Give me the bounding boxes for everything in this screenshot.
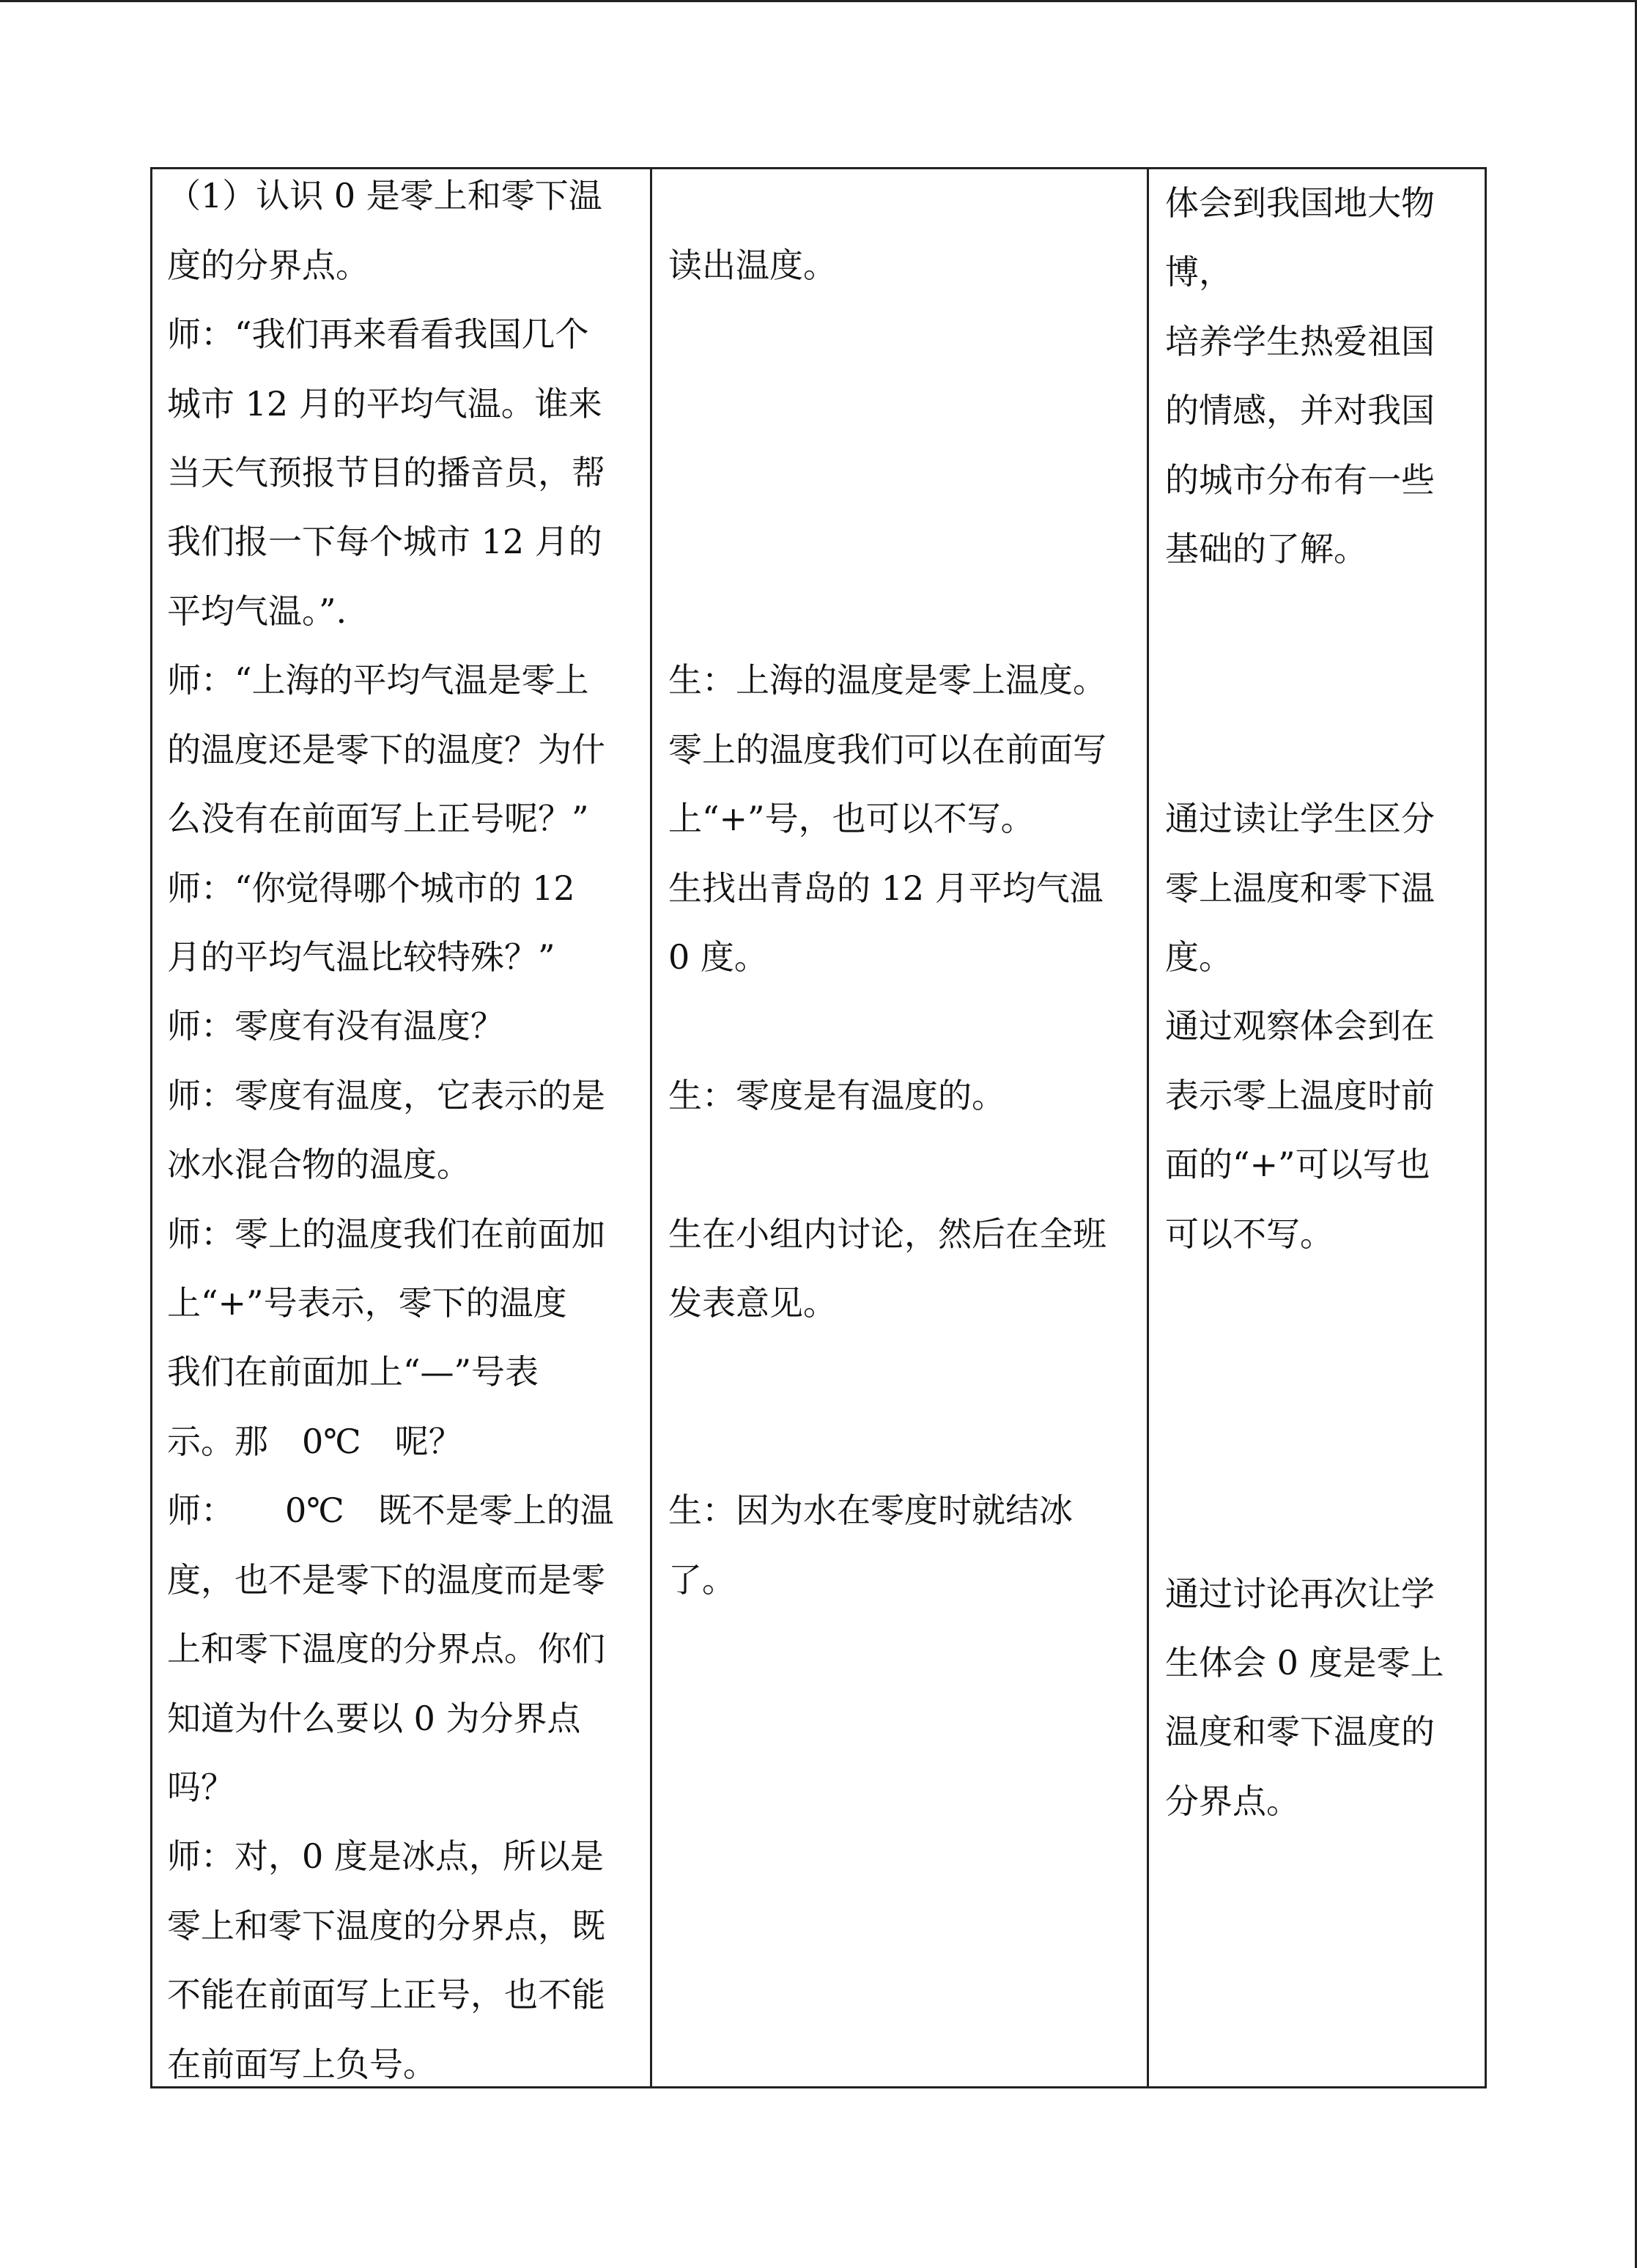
- teacher-line: 零上和零下温度的分界点，既: [167, 1906, 605, 1946]
- student-line: 读出温度。: [668, 245, 837, 285]
- teacher-line: （1）认识 0 是零上和零下温: [167, 176, 602, 215]
- teacher-line: 吗？: [167, 1768, 234, 1807]
- lesson-plan-table: [150, 167, 1487, 2088]
- page-top-edge: [0, 0, 1637, 2]
- student-line: 生找出青岛的 12 月平均气温: [668, 868, 1104, 908]
- intent-line: 基础的了解。: [1165, 529, 1367, 569]
- student-line: 发表意见。: [668, 1283, 837, 1323]
- teacher-line: 上“+”号表示，零下的温度: [167, 1283, 567, 1323]
- student-line: 生在小组内讨论，然后在全班: [668, 1214, 1106, 1254]
- teacher-line: 师：零度有温度，它表示的是: [167, 1076, 605, 1115]
- intent-line: 体会到我国地大物: [1165, 183, 1435, 223]
- intent-line: 零上温度和零下温: [1165, 868, 1435, 908]
- intent-line: 博，: [1165, 252, 1233, 292]
- teacher-line: 师：“上海的平均气温是零上: [167, 660, 589, 700]
- intent-line: 通过讨论再次让学: [1165, 1574, 1435, 1614]
- teacher-line: 师：“你觉得哪个城市的 12: [167, 868, 575, 908]
- teacher-line: 么没有在前面写上正号呢？”: [167, 799, 589, 838]
- intent-line: 可以不写。: [1165, 1214, 1334, 1254]
- teacher-line: 度的分界点。: [167, 245, 369, 285]
- intent-line: 温度和零下温度的: [1165, 1712, 1435, 1751]
- teacher-line: 冰水混合物的温度。: [167, 1145, 470, 1184]
- intent-line: 度。: [1165, 937, 1233, 977]
- teacher-line: 城市 12 月的平均气温。谁来: [167, 384, 602, 424]
- student-line: 0 度。: [668, 937, 768, 977]
- design-intent-column: [1149, 169, 1487, 2086]
- student-line: 零上的温度我们可以在前面写: [668, 730, 1106, 769]
- teacher-line: 度，也不是零下的温度而是零: [167, 1560, 605, 1600]
- student-line: 生：零度是有温度的。: [668, 1076, 1005, 1115]
- teacher-line: 师： 0℃ 既不是零上的温: [167, 1491, 614, 1530]
- student-line: 了。: [668, 1560, 736, 1600]
- teacher-line: 师：零度有没有温度？: [167, 1006, 504, 1046]
- teacher-line: 在前面写上负号。: [167, 2044, 437, 2084]
- intent-line: 的城市分布有一些: [1165, 460, 1435, 500]
- teacher-line: 师：对，0 度是冰点，所以是: [167, 1836, 604, 1876]
- teacher-line: 平均气温。”.: [167, 591, 347, 631]
- student-line: 生：上海的温度是零上温度。: [668, 660, 1106, 700]
- teacher-line: 我们报一下每个城市 12 月的: [167, 522, 602, 561]
- intent-line: 的情感，并对我国: [1165, 391, 1435, 430]
- teacher-line: 师：零上的温度我们在前面加: [167, 1214, 605, 1254]
- student-line: 上“+”号，也可以不写。: [668, 799, 1035, 838]
- teacher-line: 师：“我们再来看看我国几个: [167, 314, 589, 354]
- intent-line: 表示零上温度时前: [1165, 1076, 1435, 1115]
- teacher-line: 知道为什么要以 0 为分界点: [167, 1699, 581, 1738]
- intent-line: 通过观察体会到在: [1165, 1006, 1435, 1046]
- student-line: 生：因为水在零度时就结冰: [668, 1491, 1073, 1530]
- teacher-line: 的温度还是零下的温度？为什: [167, 730, 605, 769]
- teacher-line: 我们在前面加上“—”号表: [167, 1352, 539, 1392]
- teacher-line: 不能在前面写上正号，也不能: [167, 1975, 605, 2014]
- intent-line: 通过读让学生区分: [1165, 799, 1435, 838]
- intent-line: 分界点。: [1165, 1781, 1300, 1821]
- teacher-activity-column: [152, 169, 652, 2086]
- student-activity-column: [652, 169, 1149, 2086]
- teacher-line: 月的平均气温比较特殊？”: [167, 937, 555, 977]
- teacher-line: 上和零下温度的分界点。你们: [167, 1629, 605, 1669]
- teacher-line: 当天气预报节目的播音员，帮: [167, 453, 605, 492]
- intent-line: 生体会 0 度是零上: [1165, 1643, 1444, 1682]
- intent-line: 面的“+”可以写也: [1165, 1145, 1430, 1184]
- teacher-line: 示。那 0℃ 呢？: [167, 1422, 462, 1461]
- intent-line: 培养学生热爱祖国: [1165, 322, 1435, 361]
